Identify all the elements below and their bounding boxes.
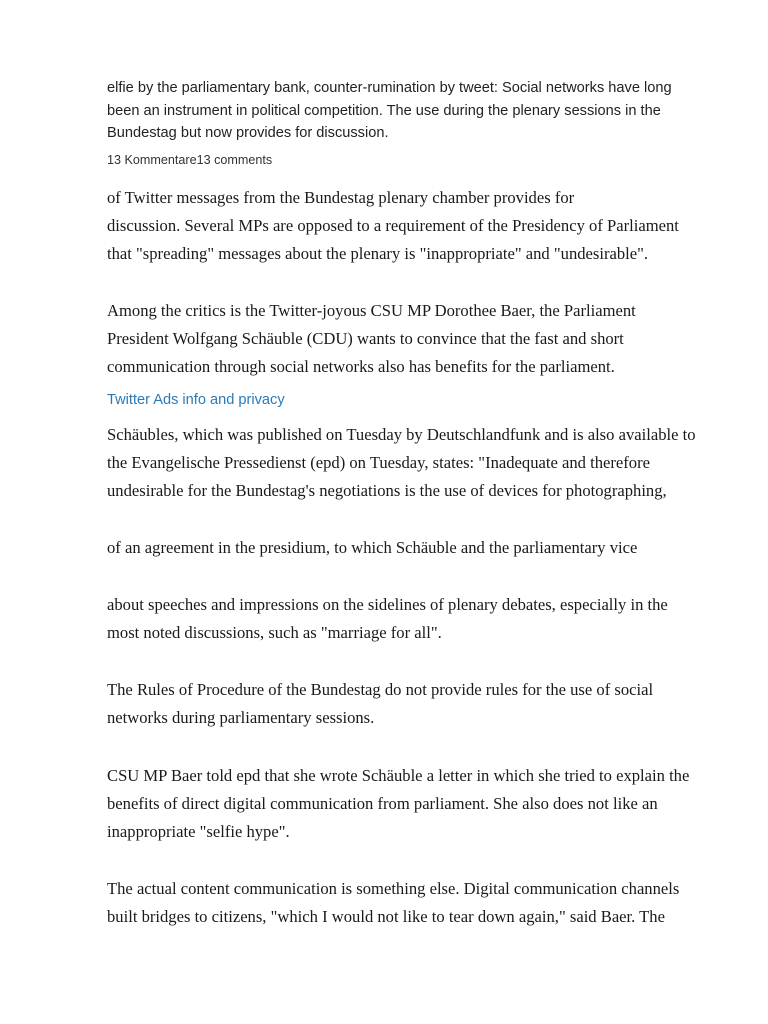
lead-line: Bundestag but now provides for discussion. <box>107 125 389 141</box>
body-paragraph-7 <box>107 762 727 846</box>
paragraph-line: undesirable for the Bundestag's negotiations is the use of devices for photographing, <box>107 481 667 500</box>
paragraph-line: benefits of direct digital communication from parliament. She also does not like an <box>107 794 658 813</box>
lead-line: elfie by the parliamentary bank, counter-rumination by tweet: Social networks have long <box>107 80 672 96</box>
paragraph-line: CSU MP Baer told epd that she wrote Schäuble a letter in which she tried to explain the <box>107 766 690 785</box>
lead-line: been an instrument in political competition. The use during the plenary sessions in the <box>107 102 661 119</box>
paragraph-line: The Rules of Procedure of the Bundestag do not provide rules for the use of social <box>107 680 654 699</box>
body-paragraph-3 <box>107 421 727 505</box>
paragraph-line: discussion. Several MPs are opposed to a requirement of the Presidency of Parliament <box>107 216 679 235</box>
paragraph-line: President Wolfgang Schäuble (CDU) wants to convince that the fast and short <box>107 329 624 348</box>
paragraph-line: Schäubles, which was published on Tuesday by Deutschlandfunk and is also available to <box>107 425 696 444</box>
paragraph-line: about speeches and impressions on the sidelines of plenary debates, especially in the <box>107 595 668 614</box>
paragraph-line: of Twitter messages from the Bundestag plenary chamber provides for <box>107 188 575 207</box>
body-paragraph-5 <box>107 591 727 647</box>
paragraph-line: Among the critics is the Twitter-joyous CSU MP Dorothee Baer, the Parliament <box>107 301 636 320</box>
paragraph-line: communication through social networks also has benefits for the parliament. <box>107 357 615 376</box>
article-lead <box>107 77 707 145</box>
paragraph-line: of an agreement in the presidium, to which Schäuble and the parliamentary vice <box>107 538 638 557</box>
paragraph-line: the Evangelische Pressedienst (epd) on Tuesday, states: "Inadequate and therefore <box>107 453 650 472</box>
body-paragraph-8 <box>107 875 727 931</box>
paragraph-line: built bridges to citizens, "which I would not like to tear down again," said Baer. The <box>107 907 665 926</box>
paragraph-line: inappropriate "selfie hype". <box>107 822 290 841</box>
comments-count[interactable]: 13 Kommentare13 comments <box>107 153 273 167</box>
paragraph-line: The actual content communication is something else. Digital communication channels <box>107 879 680 898</box>
body-paragraph-1 <box>107 184 727 268</box>
twitter-ads-info-link[interactable]: Twitter Ads info and privacy <box>107 392 285 408</box>
body-paragraph-6 <box>107 676 727 732</box>
paragraph-line: that "spreading" messages about the plenary is "inappropriate" and "undesirable". <box>107 244 649 263</box>
paragraph-line: networks during parliamentary sessions. <box>107 708 375 727</box>
body-paragraph-2 <box>107 297 727 381</box>
body-paragraph-4 <box>107 534 727 562</box>
paragraph-line: most noted discussions, such as "marriage for all". <box>107 623 442 642</box>
